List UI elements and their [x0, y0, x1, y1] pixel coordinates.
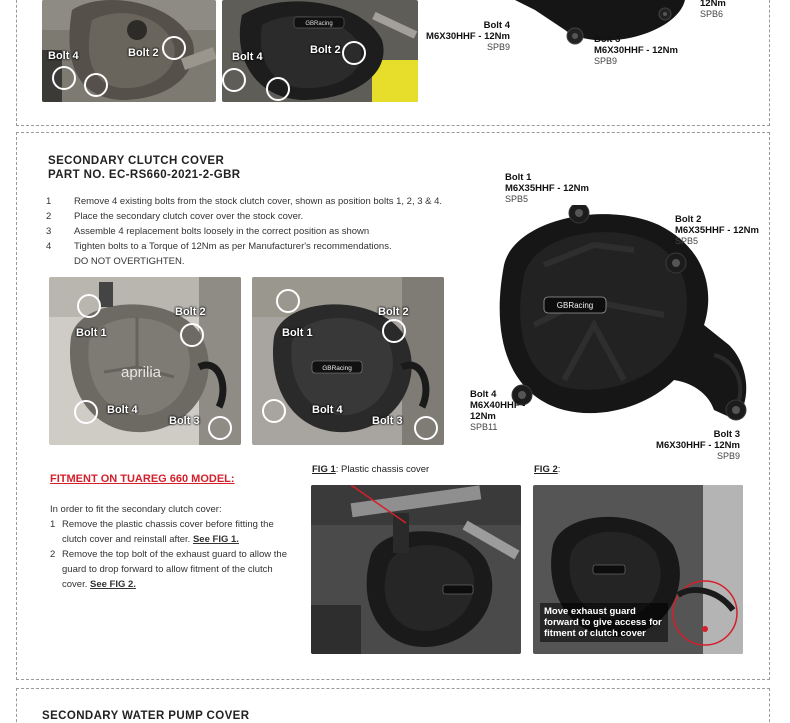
bolt-marker-circle	[84, 73, 108, 97]
fig-1-reference: See FIG 1.	[192, 534, 239, 545]
instruction-step	[46, 239, 466, 254]
step-number: 4	[46, 241, 52, 252]
bolt-marker-circle	[276, 289, 300, 313]
bolt-label: Bolt 2	[175, 306, 206, 318]
step-number: 2	[46, 211, 52, 222]
fitment-instructions	[50, 502, 300, 592]
top-spec-bolt-a	[700, 0, 740, 20]
fig-2-label: FIG 2	[534, 464, 558, 475]
fitment-step	[50, 517, 300, 547]
bolt-label: Bolt 4	[312, 404, 343, 416]
bolt-label: Bolt 4	[107, 404, 138, 416]
spec-code: SPB6	[700, 9, 724, 19]
top-spec-bolt-3	[594, 34, 678, 67]
bolt-marker-circle	[414, 416, 438, 440]
spec-code: SPB9	[716, 451, 740, 461]
bolt-label: Bolt 2	[378, 306, 409, 318]
spec-code: SPB9	[486, 42, 510, 52]
water-pump-title: SECONDARY WATER PUMP COVER	[42, 710, 250, 722]
bolt-marker-circle	[222, 68, 246, 92]
step-number: 1	[46, 196, 52, 207]
gbracing-logo: GBRacing	[556, 301, 594, 310]
step-text: Tighten bolts to a Torque of 12Nm as per Manufacturer's recommendations.	[74, 241, 392, 252]
bolt-marker-circle	[77, 294, 101, 318]
bolt-marker-circle	[162, 36, 186, 60]
fig-2-caption	[534, 464, 560, 475]
spec-code: SPB9	[594, 56, 618, 66]
clutch-spec-bolt-4	[470, 389, 525, 433]
part-number: PART NO. EC-RS660-2021-2-GBR	[48, 169, 241, 181]
bolt-marker-circle	[262, 399, 286, 423]
step-body: Remove the top bolt of the exhaust guard to allow the guard to drop forward to allow fitment of the clutch cover.	[62, 549, 287, 590]
spec-torque: 12Nm	[700, 0, 726, 9]
fig-2-reference: See FIG 2.	[90, 579, 136, 590]
fitment-title: FITMENT ON TUAREG 660 MODEL:	[50, 473, 235, 485]
bolt-marker-circle	[382, 319, 406, 343]
spec-title: Bolt 1	[505, 172, 532, 183]
fig-2-callout: Move exhaust guard forward to give access for fitment of clutch cover	[540, 603, 668, 642]
fitment-step	[50, 547, 300, 592]
bolt-label: Bolt 3	[372, 415, 403, 427]
instruction-step	[46, 224, 466, 239]
fitted-cover-photo	[252, 277, 444, 445]
clutch-spec-bolt-2	[675, 214, 759, 247]
spec-torque: M6X35HHF - 12Nm	[505, 183, 589, 194]
spec-title: Bolt 4	[470, 389, 497, 400]
step-number: 1	[50, 519, 56, 530]
bolt-label: Bolt 4	[48, 50, 79, 62]
bolt-label: Bolt 3	[169, 415, 200, 427]
spec-title: Bolt 3	[594, 34, 621, 45]
instruction-list	[46, 194, 466, 269]
bolt-marker-circle	[52, 66, 76, 90]
bolt-label: Bolt 1	[76, 327, 107, 339]
spec-torque: M6X30HHF - 12Nm	[656, 440, 740, 451]
step-text	[62, 547, 300, 592]
bolt-marker-circle	[342, 41, 366, 65]
step-text: Assemble 4 replacement bolts loosely in the correct position as shown	[74, 226, 370, 237]
spec-torque: M6X40HHF -	[470, 400, 526, 411]
section-title: SECONDARY CLUTCH COVER	[48, 155, 225, 167]
fig-1-caption-text: : Plastic chassis cover	[335, 464, 430, 475]
spec-code: SPB11	[470, 422, 498, 432]
spec-code: SPB5	[675, 236, 699, 246]
spec-title: Bolt 4	[483, 20, 510, 31]
instruction-step	[46, 194, 466, 209]
top-photo-left	[42, 0, 216, 102]
bolt-label: Bolt 4	[232, 51, 263, 63]
step-text: Remove 4 existing bolts from the stock clutch cover, shown as position bolts 1, 2, 3 & 4.	[74, 196, 443, 207]
spec-torque: 12Nm	[470, 411, 496, 422]
spec-title: Bolt 2	[675, 214, 702, 225]
spec-torque: M6X30HHF - 12Nm	[426, 31, 510, 42]
top-photo-right	[222, 0, 418, 102]
instruction-step	[46, 209, 466, 224]
step-body: Remove the plastic chassis cover before fitting the clutch cover and reinstall after.	[62, 519, 274, 545]
stock-clutch-photo	[49, 277, 241, 445]
step-text: Place the secondary clutch cover over the stock cover.	[74, 211, 304, 222]
warning-text: DO NOT OVERTIGHTEN.	[74, 256, 185, 267]
bolt-label: Bolt 2	[310, 44, 341, 56]
step-text	[62, 517, 300, 547]
instruction-warning	[46, 254, 466, 269]
spec-torque: M6X30HHF - 12Nm	[594, 45, 678, 56]
clutch-spec-bolt-3	[640, 429, 740, 462]
step-number: 2	[50, 549, 56, 560]
bolt-marker-circle	[180, 323, 204, 347]
bolt-marker-circle	[208, 416, 232, 440]
clutch-spec-bolt-1	[505, 172, 589, 205]
spec-torque: M6X35HHF - 12Nm	[675, 225, 759, 236]
fitment-intro: In order to fit the secondary clutch cover:	[50, 504, 222, 515]
top-spec-bolt-4	[410, 20, 510, 53]
bolt-label: Bolt 1	[282, 327, 313, 339]
fig-2-caption-text: :	[557, 464, 561, 475]
fig-1-label: FIG 1	[312, 464, 336, 475]
bolt-label: Bolt 2	[128, 47, 159, 59]
gbracing-logo: GBRacing	[322, 365, 352, 372]
aprilia-logo: aprilia	[120, 364, 162, 381]
spec-title: Bolt 3	[713, 429, 740, 440]
spec-code: SPB5	[505, 194, 529, 204]
bolt-marker-circle	[74, 400, 98, 424]
step-number: 3	[46, 226, 52, 237]
bolt-marker-circle	[266, 77, 290, 101]
fig-1-caption	[312, 464, 429, 475]
svg-text:GBRacing: GBRacing	[305, 21, 333, 27]
fig-1-photo	[311, 485, 521, 654]
